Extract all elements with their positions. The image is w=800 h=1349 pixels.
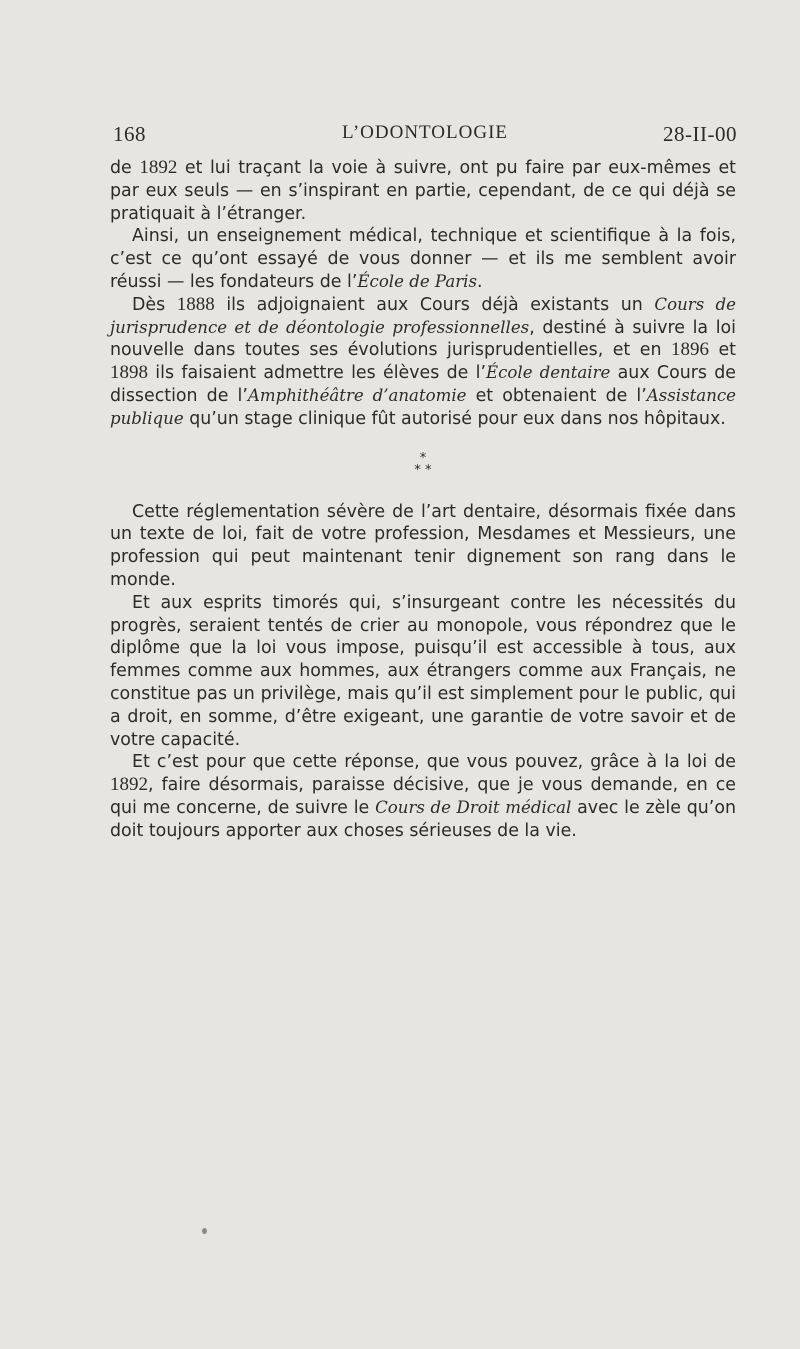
- paragraph: Cette réglementation sévère de l’art dentaire, désormais fixée dans un texte de loi, fait de votre profession, Mesdames et Messieurs, une profession qui peut maintenant tenir dignement son rang dans le monde.: [110, 501, 736, 590]
- paragraph: Dès 1888 ils adjoignaient aux Cours déjà existants un Cours de jurisprudence et de déontologie professionnelles, destiné à suivre la loi nouvelle dans toutes ses évolutions jurisprudentielles, et en 1896 et 1898 ils faisaient admettre les élèves de l’École dentaire aux Cours de dissection de l’Amphithéâtre d’anatomie et obtenaient de l’Assistance publique qu’un stage clinique fût autorisé pour eux dans nos hôpitaux.: [110, 293, 737, 429]
- asterism-top: *: [419, 450, 427, 466]
- section-divider: [110, 431, 736, 501]
- italic-title: Assistance publique: [110, 385, 736, 428]
- issue-date: 28-II-00: [663, 122, 737, 146]
- paragraph: Et aux esprits timorés qui, s’insurgeant contre les nécessités du progrès, seraient tentés de crier au monopole, vous répondrez que le diplôme que la loi vous impose, puisqu’il est accessible à tous, aux femmes comme aux hommes, aux étrangers comme aux Français, ne constitue pas un privilège, mais qu’il est simplement pour le public, qui a droit, en somme, d’être exigeant, une garantie de votre savoir et de votre capacité.: [110, 592, 736, 750]
- italic-title: Cours de Droit médical: [375, 797, 572, 817]
- year: 1888: [176, 293, 215, 315]
- paragraph: Et c’est pour que cette réponse, que vous pouvez, grâce à la loi de 1892, faire désormais, paraisse décisive, que je vous demande, en ce qui me concerne, de suivre le Cours de Droit médical avec le zèle qu’on doit toujours apporter aux choses sérieuses de la vie.: [110, 752, 736, 841]
- page-body: [110, 157, 736, 843]
- year: 1892: [110, 774, 148, 796]
- paper-speck: [202, 1228, 207, 1234]
- italic-title: École dentaire: [486, 363, 611, 383]
- page-header: [113, 122, 737, 148]
- running-title: L’ODONTOLOGIE: [341, 122, 509, 143]
- year: 1898: [110, 362, 148, 384]
- page-number: 168: [113, 122, 146, 146]
- italic-title: Cours de jurisprudence et de déontologie professionnelles: [110, 294, 736, 337]
- asterism-bottom: * *: [414, 462, 432, 478]
- year: 1892: [139, 157, 178, 178]
- paragraph-continued: de 1892 et lui traçant la voie à suivre, ont pu faire par eux-mêmes et par eux seuls — en s’inspirant en partie, cependant, de ce qui déjà se pratiquait à l’étranger.: [110, 157, 736, 224]
- paragraph: Ainsi, un enseignement médical, technique et scientifique à la fois, c’est ce qu’ont essayé de vous donner — et ils me semblent avoir réussi — les fondateurs de l’École de Paris.: [110, 226, 736, 292]
- italic-title: Amphithéâtre d’anatomie: [247, 385, 467, 405]
- year: 1896: [670, 339, 709, 361]
- italic-title: École de Paris: [357, 271, 477, 291]
